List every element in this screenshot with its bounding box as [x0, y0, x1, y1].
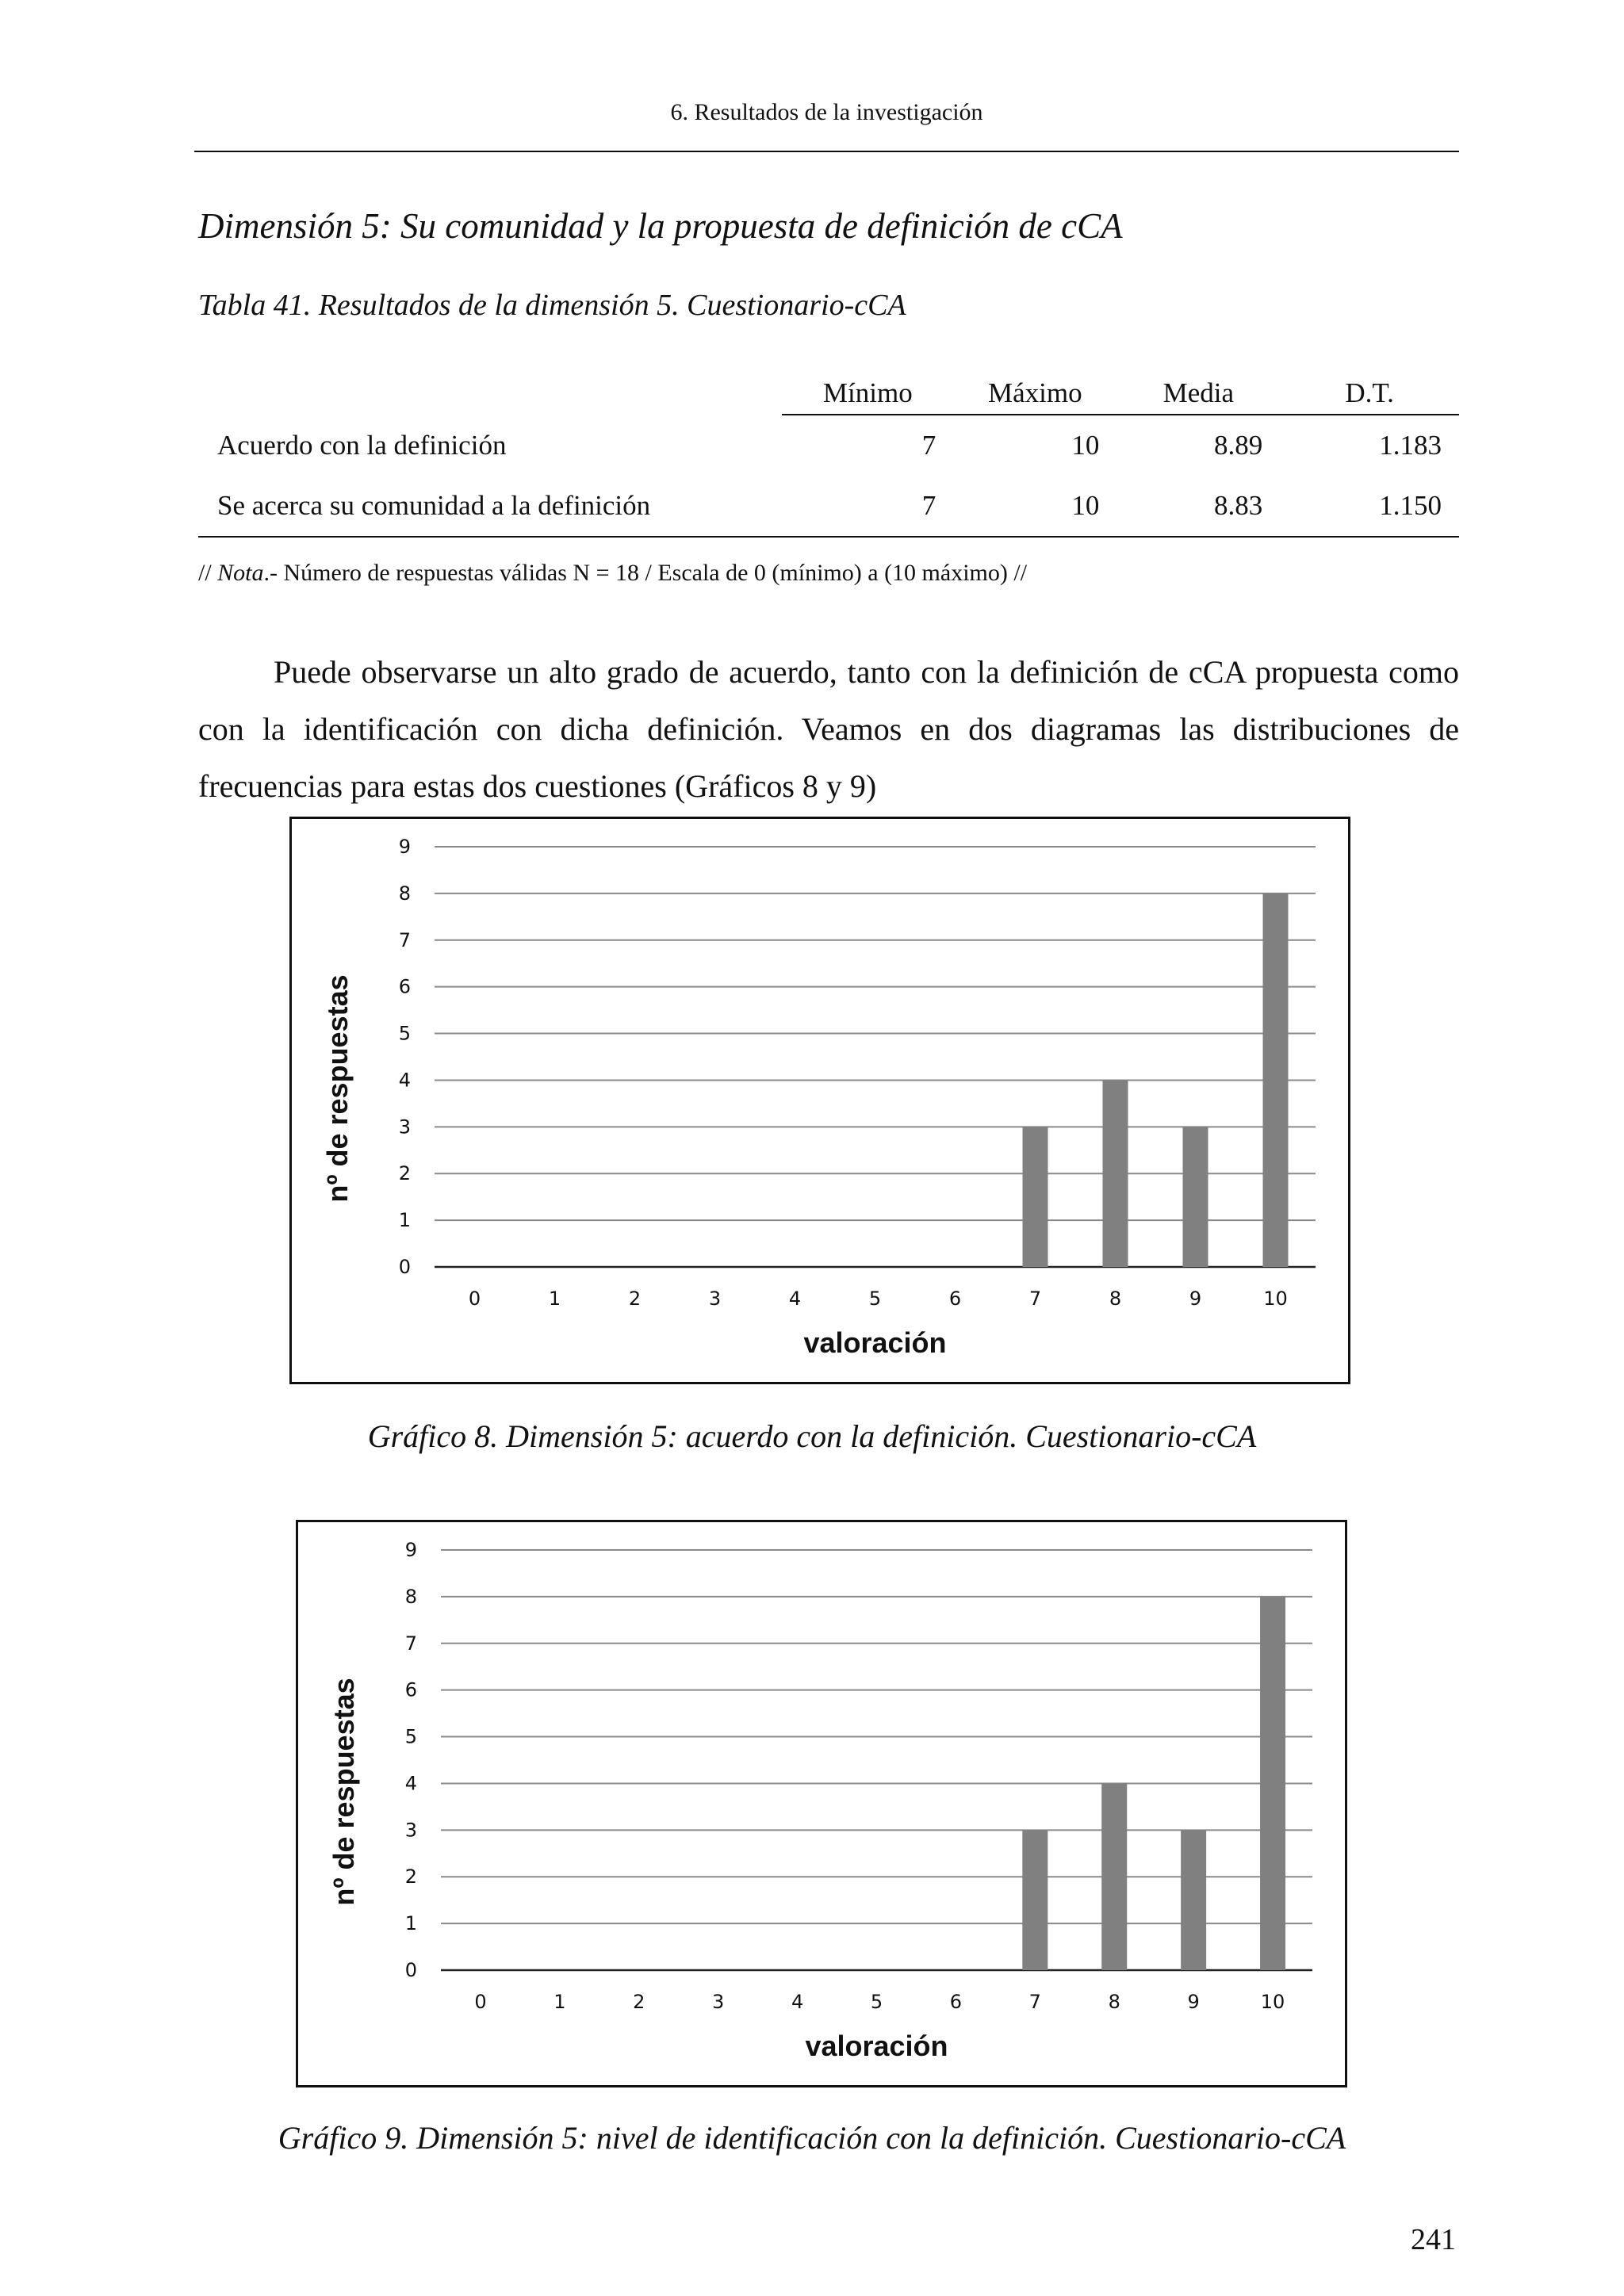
bar: [1183, 1127, 1208, 1267]
row-label: Acuerdo con la definición: [217, 429, 507, 461]
y-tick-label: 5: [404, 1725, 417, 1748]
cell-dt: 1.183: [1379, 430, 1442, 461]
column-header-dt: D.T.: [1280, 361, 1459, 415]
x-tick-label: 8: [1108, 1991, 1120, 2013]
y-tick-label: 1: [398, 1209, 411, 1232]
y-tick-label: 9: [398, 836, 411, 858]
bar-chart-1: [289, 817, 1350, 1384]
y-tick-label: 9: [404, 1539, 417, 1561]
bar: [1263, 894, 1289, 1267]
x-axis-title: valoración: [803, 1326, 947, 1359]
chart-1-svg: [292, 819, 1343, 1377]
x-tick-label: 1: [548, 1288, 561, 1310]
x-tick-label: 6: [949, 1991, 963, 2013]
y-tick-label: 8: [404, 1585, 417, 1608]
bar-chart-2: [296, 1520, 1347, 2087]
bar: [1101, 1783, 1127, 1970]
x-tick-label: 2: [628, 1288, 642, 1310]
cell-maximo: 10: [1071, 430, 1100, 461]
y-tick-label: 0: [404, 1959, 417, 1981]
column-header-minimo: Mínimo: [782, 361, 953, 415]
row-label: Se acerca su comunidad a la definición: [198, 476, 782, 537]
cell-dt: 1.150: [1280, 476, 1459, 537]
x-tick-label: 3: [712, 1991, 725, 2013]
running-header: [194, 94, 1459, 152]
column-header-maximo: Máximo: [953, 361, 1116, 415]
x-tick-label: 7: [1028, 1991, 1041, 2013]
y-axis-title: nº de respuestas: [327, 1678, 360, 1906]
x-tick-label: 7: [1028, 1288, 1042, 1310]
y-tick-label: 4: [404, 1772, 417, 1795]
y-tick-label: 1: [404, 1912, 417, 1935]
bar: [1023, 1127, 1048, 1267]
note-label: Nota: [217, 560, 264, 586]
chart-1-caption: Gráfico 8. Dimensión 5: acuerdo con la definición. Cuestionario-cCA: [367, 1418, 1257, 1454]
table-caption: Tabla 41. Resultados de la dimensión 5. Cuestionario-cCA: [198, 289, 906, 322]
x-axis-title: valoración: [805, 2030, 948, 2062]
x-tick-label: 4: [791, 1991, 804, 2013]
cell-media: 8.83: [1116, 476, 1280, 537]
bar: [1022, 1830, 1048, 1970]
y-tick-label: 8: [398, 882, 411, 905]
x-tick-label: 1: [553, 1991, 566, 2013]
y-tick-label: 4: [398, 1069, 411, 1092]
x-tick-label: 0: [468, 1288, 481, 1310]
x-tick-label: 5: [870, 1991, 883, 2013]
running-title: 6. Resultados de la investigación: [670, 99, 983, 125]
cell-maximo: 10: [953, 476, 1116, 537]
table-note: [198, 557, 1027, 590]
x-tick-label: 10: [1260, 1991, 1285, 2013]
y-tick-label: 3: [398, 1115, 411, 1138]
bar: [1103, 1080, 1128, 1267]
bar: [1260, 1597, 1285, 1970]
results-table: [198, 361, 1459, 538]
table-row: [198, 415, 1459, 476]
y-tick-label: 7: [404, 1632, 417, 1655]
y-tick-label: 2: [404, 1866, 417, 1888]
x-tick-label: 0: [474, 1991, 487, 2013]
table-row: [198, 476, 1459, 537]
y-tick-label: 3: [404, 1819, 417, 1842]
x-tick-label: 8: [1109, 1288, 1122, 1310]
page-number: 241: [1411, 2223, 1456, 2256]
note-prefix: //: [198, 560, 218, 586]
section-title: Dimensión 5: Su comunidad y la propuesta de definición de cCA: [198, 206, 1123, 246]
cell-minimo: 7: [782, 476, 953, 537]
y-tick-label: 5: [398, 1022, 411, 1045]
y-tick-label: 0: [398, 1256, 411, 1278]
x-tick-label: 9: [1189, 1288, 1202, 1310]
x-tick-label: 2: [633, 1991, 645, 2013]
table-header-row: [198, 361, 1459, 415]
x-tick-label: 4: [788, 1288, 802, 1310]
x-tick-label: 9: [1187, 1991, 1200, 2013]
x-tick-label: 10: [1263, 1288, 1288, 1310]
bar: [1181, 1830, 1206, 1970]
y-tick-label: 7: [398, 928, 411, 951]
note-text: .- Número de respuestas válidas N = 18 / Escala de 0 (mínimo) a (10 máximo) //: [263, 560, 1028, 586]
y-tick-label: 6: [398, 975, 411, 998]
x-tick-label: 3: [708, 1288, 722, 1310]
table-header-blank: [198, 361, 782, 415]
chart-2-svg: [298, 1522, 1340, 2080]
y-axis-title: nº de respuestas: [321, 974, 354, 1203]
body-paragraph: Puede observarse un alto grado de acuerdo, tanto con la definición de cCA propuesta como con la identificación con dicha definición. Veamos en dos diagramas las distribuciones de frecuencias para estas dos cuestiones (Gráficos 8 y 9): [198, 654, 1459, 804]
x-tick-label: 6: [948, 1288, 962, 1310]
column-header-media: Media: [1116, 361, 1280, 415]
cell-media: 8.89: [1213, 430, 1263, 461]
y-tick-label: 6: [404, 1678, 417, 1701]
chart-2-caption: Gráfico 9. Dimensión 5: nivel de identificación con la definición. Cuestionario-cCA: [278, 2120, 1346, 2156]
y-tick-label: 2: [398, 1162, 411, 1185]
cell-minimo: 7: [921, 430, 936, 461]
x-tick-label: 5: [868, 1288, 882, 1310]
